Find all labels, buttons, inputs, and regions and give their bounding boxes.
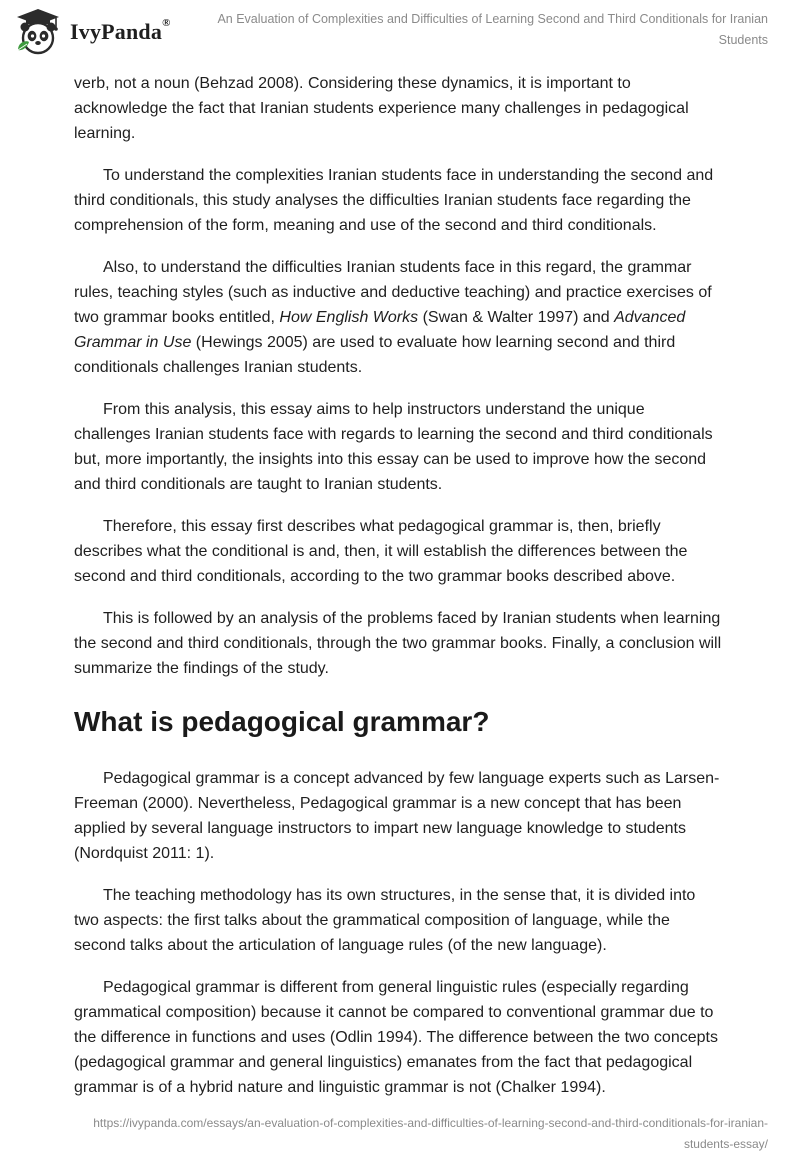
book-title-advanced-grammar: Advanced Grammar in Use xyxy=(74,309,686,351)
paragraph-1: verb, not a noun (Behzad 2008). Considering these dynamics, it is important to acknowledge the fact that Iranian students experience many challenges in pedagogical learning. xyxy=(74,75,689,142)
registered-mark: ® xyxy=(162,17,171,29)
paragraph-6: This is followed by an analysis of the problems faced by Iranian students when learning the second and third conditionals, through the two grammar books. Finally, a conclusion will summarize the findings of the study. xyxy=(74,610,722,677)
section-heading: What is pedagogical grammar? xyxy=(74,706,490,737)
essay-content xyxy=(74,71,722,1117)
paragraph-4: From this analysis, this essay aims to help instructors understand the unique challenges Iranian students face with regards to learning the second and third conditionals but, more importantly, the insights into this essay can be used to improve how the second and third conditionals are taught to Iranian students. xyxy=(74,401,713,493)
paragraph-7: Pedagogical grammar is a concept advanced by few language experts such as Larsen-Freeman (2000). Nevertheless, Pedagogical grammar is a new concept that has been applied by several language instructors to impart new language knowledge to students (Nordquist 2011: 1). xyxy=(74,770,720,862)
paragraph-3-part-b: (Swan & Walter 1997) and xyxy=(418,309,615,326)
page-header xyxy=(0,0,800,62)
book-title-how-english-works: How English Works xyxy=(279,309,419,326)
paragraph-3 xyxy=(74,255,722,380)
document-title: An Evaluation of Complexities and Difficulties of Learning Second and Third Conditionals for Iranian Students xyxy=(217,12,768,47)
paragraph-5: Therefore, this essay first describes what pedagogical grammar is, then, briefly describes what the conditional is and, then, it will establish the differences between the second and third conditionals, according to the two grammar books described above. xyxy=(74,518,688,585)
panda-graduate-icon xyxy=(12,6,64,58)
brand-name: IvyPanda® xyxy=(70,17,171,44)
paragraph-9: Pedagogical grammar is different from general linguistic rules (especially regarding grammatical composition) because it cannot be compared to conventional grammar due to the difference in functions and uses (Odlin 1994). The difference between the two concepts (pedagogical grammar and general linguistics) emanates from the fact that pedagogical grammar is of a hybrid nature and linguistic grammar is not (Chalker 1994). xyxy=(74,979,718,1096)
paragraph-8: The teaching methodology has its own structures, in the sense that, it is divided into two aspects: the first talks about the grammatical composition of language, while the second talks about the articulation of language rules (of the new language). xyxy=(74,887,696,954)
ivypanda-logo[interactable] xyxy=(12,6,171,58)
paragraph-3-part-c: (Hewings 2005) are used to evaluate how learning second and third conditionals challenges Iranian students. xyxy=(74,334,676,376)
paragraph-3-part-a: Also, to understand the difficulties Iranian students face in this regard, the grammar rules, teaching styles (such as inductive and deductive teaching) and practice exercises of two grammar books entitled, xyxy=(74,259,712,326)
paragraph-2: To understand the complexities Iranian students face in understanding the second and third conditionals, this study analyses the difficulties Iranian students face regarding the comprehension of the form, meaning and use of the second and third conditionals. xyxy=(74,167,714,234)
source-url[interactable]: https://ivypanda.com/essays/an-evaluation-of-complexities-and-difficulties-of-learning-second-and-third-conditionals-for-iranian-students-essay/ xyxy=(93,1116,768,1151)
